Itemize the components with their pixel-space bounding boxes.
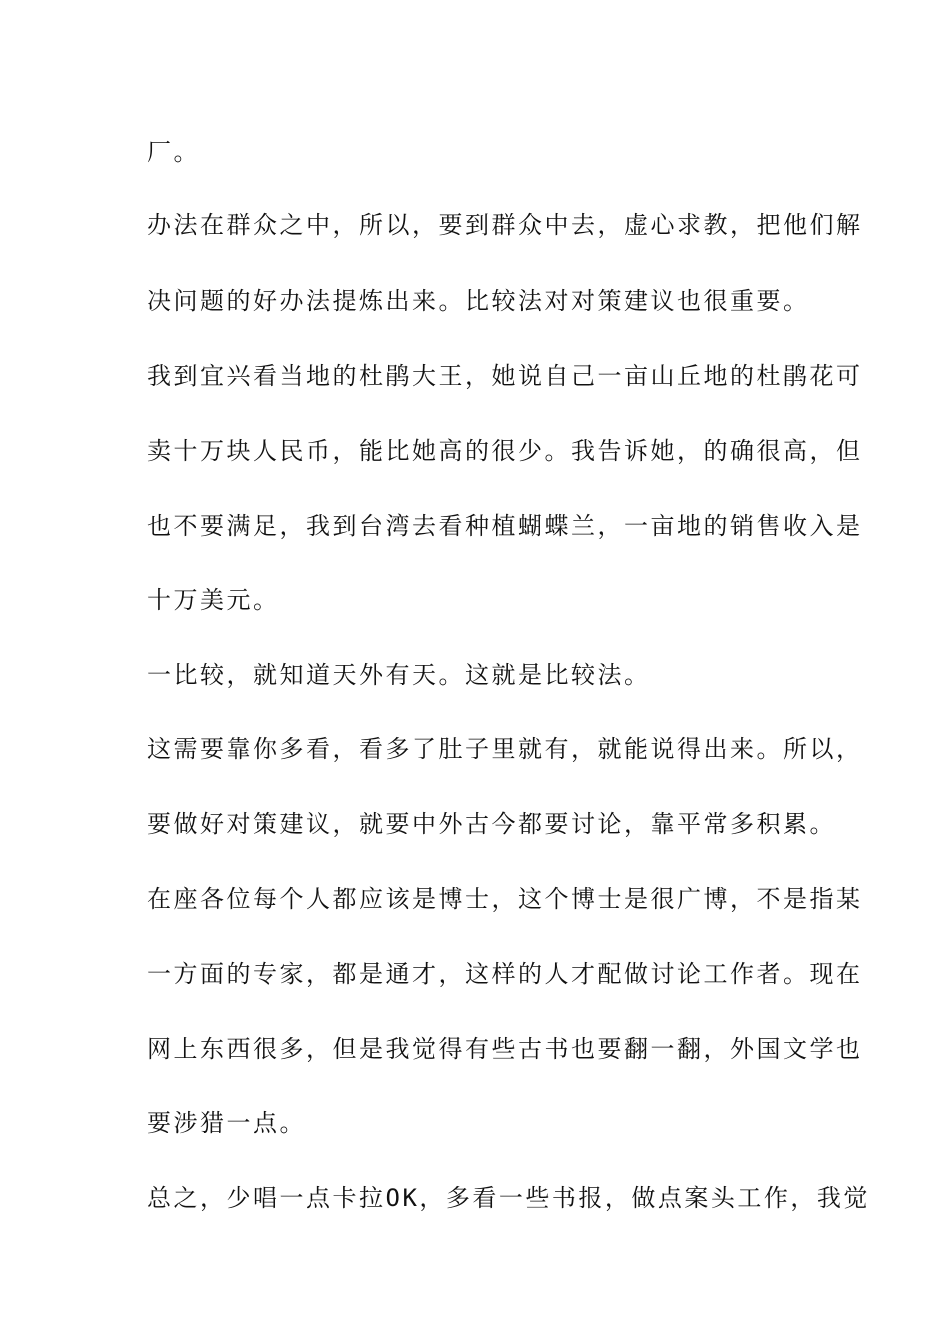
text-line: 也不要满足，我到台湾去看种植蝴蝶兰，一亩地的销售收入是: [147, 512, 863, 540]
text-line: 网上东西很多，但是我觉得有些古书也要翻一翻，外国文学也: [147, 1035, 863, 1063]
text-line: 总之，少唱一点卡拉OK，多看一些书报，做点案头工作，我觉: [147, 1184, 870, 1212]
text-line: 厂。: [147, 138, 200, 166]
text-line: 一比较，就知道天外有天。这就是比较法。: [147, 661, 651, 689]
text-line: 我到宜兴看当地的杜鹃大王，她说自己一亩山丘地的杜鹃花可: [147, 362, 863, 390]
text-line: 要做好对策建议，就要中外古今都要讨论，靠平常多积累。: [147, 810, 836, 838]
text-line: 这需要靠你多看，看多了肚子里就有，就能说得出来。所以，: [147, 735, 863, 763]
text-line: 卖十万块人民币，能比她高的很少。我告诉她，的确很高，但: [147, 437, 863, 465]
text-line: 一方面的专家，都是通才，这样的人才配做讨论工作者。现在: [147, 960, 863, 988]
text-line: 要涉猎一点。: [147, 1109, 306, 1137]
text-line: 办法在群众之中，所以，要到群众中去，虚心求教，把他们解: [147, 211, 863, 239]
text-line: 十万美元。: [147, 586, 280, 614]
text-line: 决问题的好办法提炼出来。比较法对对策建议也很重要。: [147, 287, 810, 315]
text-line: 在座各位每个人都应该是博士，这个博士是很广博，不是指某: [147, 885, 863, 913]
